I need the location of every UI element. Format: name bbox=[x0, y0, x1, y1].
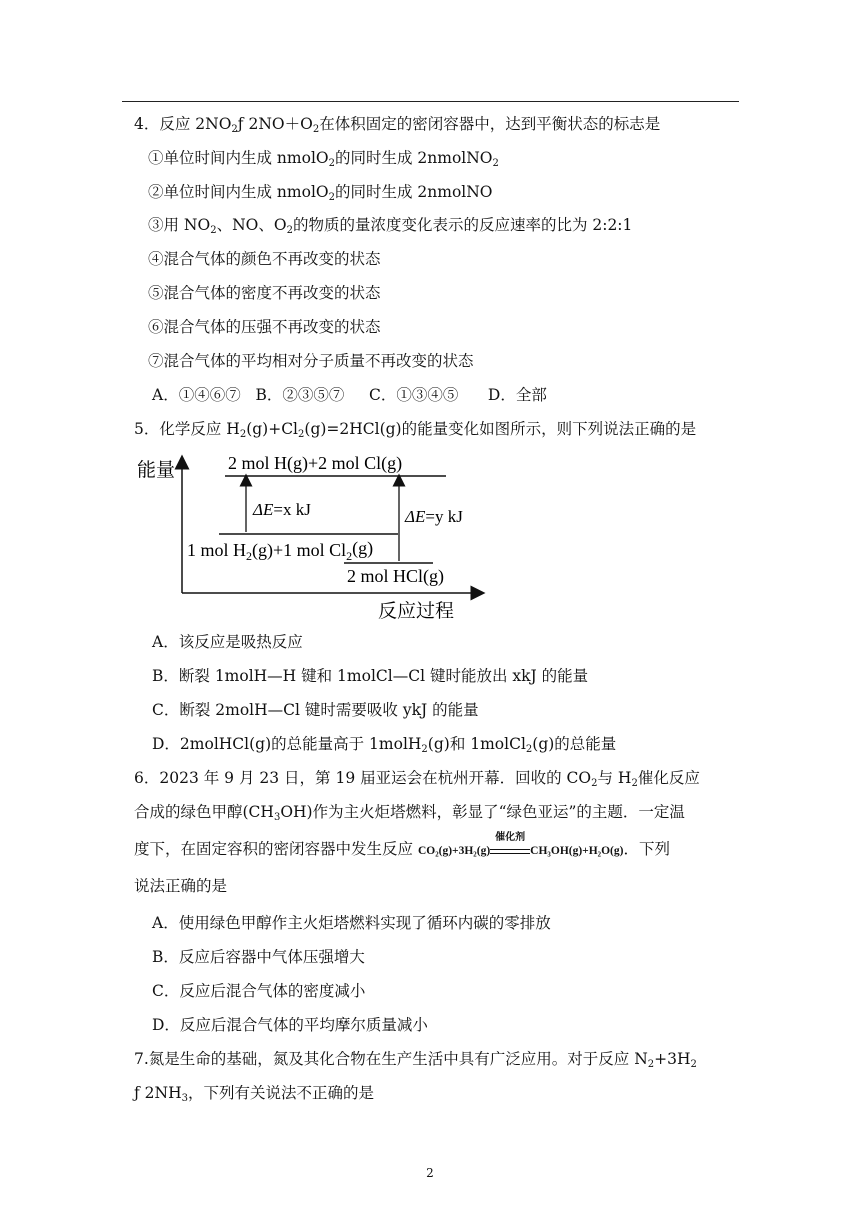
q6-option-a: A．使用绿色甲醇作主火炬塔燃料实现了循环内碳的零排放 bbox=[152, 914, 551, 932]
reaction-equation-right: CH₃OH(g)+H₂O(g) bbox=[530, 845, 624, 857]
dE-y-label: ΔE=y kJ bbox=[405, 507, 463, 526]
energy-diagram bbox=[0, 442, 860, 622]
q4-item-1: ①单位时间内生成 nmolO$_2$的同时生成 2nmolNO$_2$ bbox=[148, 149, 499, 169]
page-number: 2 bbox=[426, 1166, 434, 1180]
q5-option-b: B．断裂 1molH—H 键和 1molCl—Cl 键时能放出 xkJ 的能量 bbox=[152, 667, 589, 685]
x-axis-label: 反应过程 bbox=[378, 601, 455, 622]
q5-stem: 5．化学反应 $H_2(g)+Cl_2(g)=2HCl(g)$的能量变化如图所示，则下列说法正确的是 bbox=[134, 420, 697, 440]
q6-line-4: 说法正确的是 bbox=[134, 877, 228, 895]
reaction-equation-left: CO₂(g)+3H₂(g) bbox=[417, 845, 491, 857]
q5-option-a: A．该反应是吸热反应 bbox=[152, 633, 303, 651]
level-bottom-label: 2 mol HCl(g) bbox=[347, 566, 444, 586]
q4-item-5: ⑤混合气体的密度不再改变的状态 bbox=[148, 284, 381, 302]
q4-item-2: ②单位时间内生成 nmolO$_2$的同时生成 2nmolNO bbox=[148, 183, 493, 203]
q6-line-3: 度下，在固定容积的密闭容器中发生反应 CO₂(g)+3H₂(g) 催化剂 CH₃OH(g)+H₂O(g)．下列 bbox=[134, 839, 670, 861]
q6-option-b: B．反应后容器中气体压强增大 bbox=[152, 948, 365, 966]
q4-item-3: ③用 $NO_2$、NO、$O_2$的物质的量浓度变化表示的反应速率的比为 2:2:1 bbox=[148, 216, 633, 236]
q4-options: A．①④⑥⑦ B．②③⑤⑦ C．①③④⑤ D．全部 bbox=[152, 386, 547, 404]
q6-option-d: D．反应后混合气体的平均摩尔质量减小 bbox=[152, 1016, 428, 1034]
q4-stem: 4．反应 $2NO_2ƒ$ $2NO+O_2$在体积固定的密闭容器中，达到平衡状态的标志是 bbox=[134, 115, 661, 135]
q7-line-2: ƒ $2NH_3$，下列有关说法不正确的是 bbox=[134, 1084, 374, 1104]
dE-x-label: ΔE=x kJ bbox=[253, 500, 311, 519]
y-axis-label: 能量 bbox=[137, 460, 176, 481]
q4-item-6: ⑥混合气体的压强不再改变的状态 bbox=[148, 318, 381, 336]
q7-line-1: 7.氮是生命的基础，氮及其化合物在生产生活中具有广泛应用。对于反应 $N_2+3H_2$ bbox=[134, 1050, 697, 1070]
level-mid-label: 1 mol $H_2(g)+1$ mol $Cl_2(g)$ bbox=[187, 538, 374, 563]
q6-line-2: 合成的绿色甲醇$(CH_3OH)$作为主火炬塔燃料，彰显了“绿色亚运”的主题．一定温 bbox=[134, 803, 685, 823]
header-rule bbox=[122, 101, 739, 102]
q4-item-4: ④混合气体的颜色不再改变的状态 bbox=[148, 250, 381, 268]
q4-item-7: ⑦混合气体的平均相对分子质量不再改变的状态 bbox=[148, 352, 474, 370]
q5-option-d: D．2molHCl(g)的总能量高于 1molH$_2$(g)和 1molCl$_2$(g)的总能量 bbox=[152, 735, 617, 755]
catalyst-arrow: 催化剂 bbox=[490, 841, 530, 861]
q5-option-c: C．断裂 2molH—Cl 键时需要吸收 ykJ 的能量 bbox=[152, 701, 479, 719]
q6-line-1: 6．2023 年 9 月 23 日，第 19 届亚运会在杭州开幕．回收的 $CO_2$与 $H_2$催化反应 bbox=[134, 769, 700, 789]
level-top-label: 2 mol H(g)+2 mol Cl(g) bbox=[228, 453, 403, 473]
q6-option-c: C．反应后混合气体的密度减小 bbox=[152, 982, 366, 1000]
